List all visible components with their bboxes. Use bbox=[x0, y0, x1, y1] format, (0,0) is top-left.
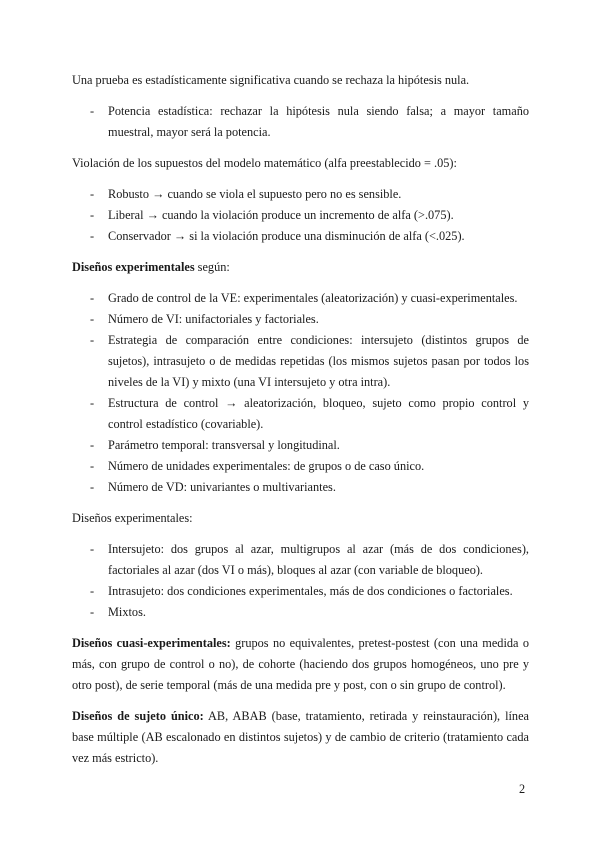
bold-term: Diseños de sujeto único: bbox=[72, 709, 204, 723]
dash-bullet: - bbox=[90, 605, 95, 619]
intro-line: Una prueba es estadísticamente significativa cuando se rechaza la hipótesis nula. bbox=[72, 73, 470, 87]
dash-bullet: - bbox=[90, 438, 95, 452]
dash-bullet: - bbox=[90, 104, 95, 118]
sujeto-unico-paragraph: Diseños de sujeto único: AB, ABAB (base, tratamiento, retirada y reinstauración), línea base múltiple (AB escalonado en distintos sujetos) y de cambio de criterio (tratamiento cada vez más estricto). bbox=[72, 709, 529, 765]
list-item: - Estructura de control → aleatorización, bloqueo, sujeto como propio control y control estadístico (covariable). bbox=[72, 393, 529, 435]
disenos-segun-heading: Diseños experimentales según: bbox=[72, 260, 230, 274]
bold-term: Diseños cuasi-experimentales: bbox=[72, 636, 231, 650]
dash-bullet: - bbox=[90, 396, 95, 410]
dash-bullet: - bbox=[90, 480, 95, 494]
dash-bullet: - bbox=[90, 584, 95, 598]
list-item: - Robusto → cuando se viola el supuesto pero no es sensible. bbox=[72, 184, 529, 205]
list-item: - Número de unidades experimentales: de grupos o de caso único. bbox=[72, 456, 529, 477]
list-item: - Potencia estadística: rechazar la hipótesis nula siendo falsa; a mayor tamaño muestral, mayor será la potencia. bbox=[72, 101, 529, 143]
list-item: - Intersujeto: dos grupos al azar, multigrupos al azar (más de dos condiciones), factoriales al azar (dos VI o más), bloques al azar (con variable de bloqueo). bbox=[72, 539, 529, 581]
list-item: - Número de VI: unifactoriales y factoriales. bbox=[72, 309, 529, 330]
dash-bullet: - bbox=[90, 459, 95, 473]
list-item: - Conservador → si la violación produce una disminución de alfa (<.025). bbox=[72, 226, 529, 247]
list-item: - Mixtos. bbox=[72, 602, 529, 623]
disenos-heading: Diseños experimentales: bbox=[72, 511, 193, 525]
dash-bullet: - bbox=[90, 291, 95, 305]
list-item: - Liberal → cuando la violación produce un incremento de alfa (>.075). bbox=[72, 205, 529, 226]
bold-term: Diseños experimentales bbox=[72, 260, 195, 274]
disenos-list bbox=[72, 539, 529, 623]
list-item: - Estrategia de comparación entre condiciones: intersujeto (distintos grupos de sujetos), intrasujeto o de medidas repetidas (los mismos sujetos pasan por todos los niveles de la VI) y mixto (una VI intersujeto y otra intra). bbox=[72, 330, 529, 393]
list-item: - Grado de control de la VE: experimentales (aleatorización) y cuasi-experimentales. bbox=[72, 288, 529, 309]
page-content bbox=[72, 70, 529, 779]
cuasi-experimentales-paragraph: Diseños cuasi-experimentales: grupos no equivalentes, pretest-postest (con una medida o más, con grupo de control o no), de cohorte (haciendo dos grupos homogéneos, uno pre y otro post), de serie temporal (más de una medida pre y post, con o sin grupo de control). bbox=[72, 636, 529, 692]
potencia-list bbox=[72, 101, 529, 143]
dash-bullet: - bbox=[90, 333, 95, 347]
dash-bullet: - bbox=[90, 187, 95, 201]
list-item: - Intrasujeto: dos condiciones experimentales, más de dos condiciones o factoriales. bbox=[72, 581, 529, 602]
violacion-heading: Violación de los supuestos del modelo matemático (alfa preestablecido = .05): bbox=[72, 156, 457, 170]
page-number: 2 bbox=[519, 782, 526, 796]
list-item: - Parámetro temporal: transversal y longitudinal. bbox=[72, 435, 529, 456]
dash-bullet: - bbox=[90, 542, 95, 556]
violacion-list bbox=[72, 184, 529, 247]
list-item: - Número de VD: univariantes o multivariantes. bbox=[72, 477, 529, 498]
dash-bullet: - bbox=[90, 229, 95, 243]
segun-list bbox=[72, 288, 529, 498]
dash-bullet: - bbox=[90, 208, 95, 222]
dash-bullet: - bbox=[90, 312, 95, 326]
